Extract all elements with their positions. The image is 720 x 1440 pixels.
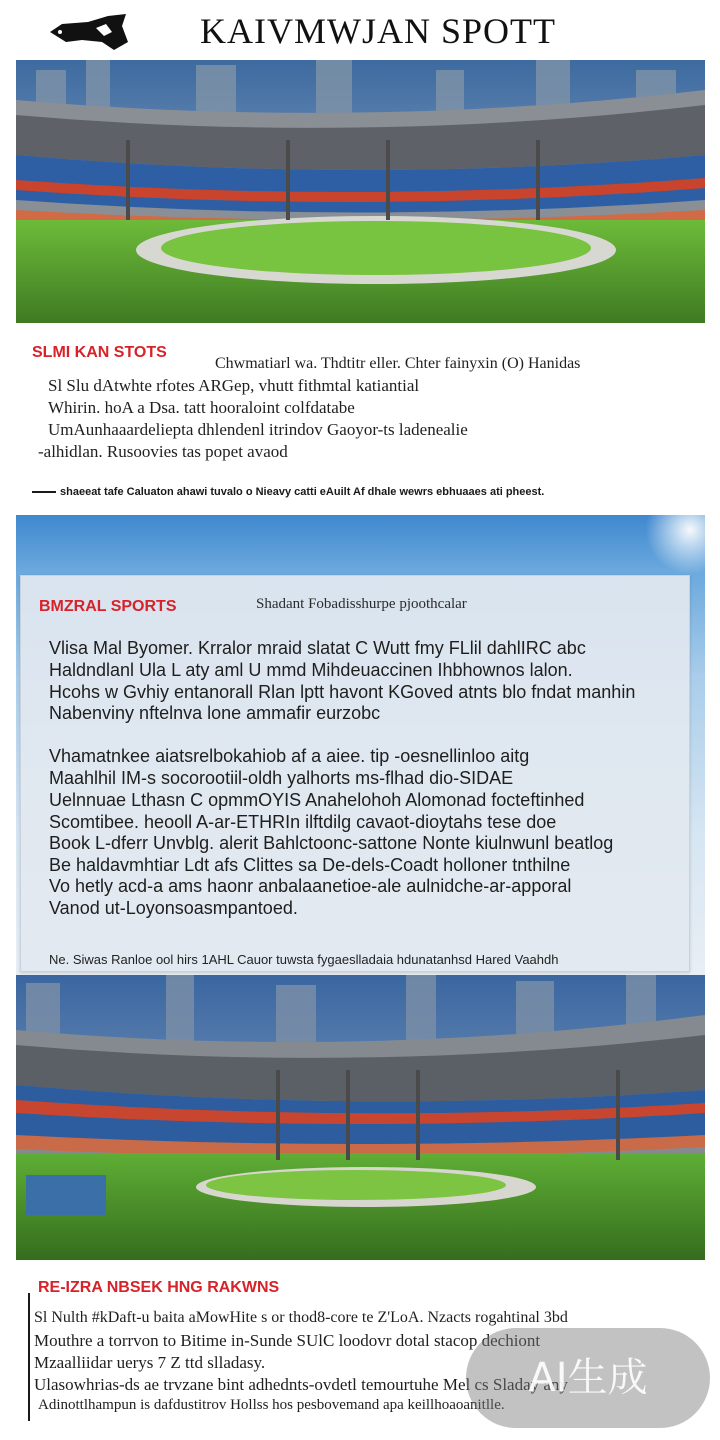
caption-dash <box>32 491 56 493</box>
feature-panel <box>16 515 705 975</box>
article-2-heading[interactable]: RE-IZRA NBSEK HNG RAKWNS <box>38 1279 280 1296</box>
logo-icon[interactable] <box>48 12 130 52</box>
site-header <box>0 0 720 60</box>
article-1-line: Sl Slu dAtwhte rfotes ARGep, vhutt fithmtal katiantial <box>48 376 420 395</box>
article-1-heading[interactable]: SLMI KAN STOTS <box>32 344 167 361</box>
article-1-line: UmAunhaaardeliepta dhlendenl itrindov Gaoyor-ts ladenealie <box>48 420 468 439</box>
article-1-line: Chwmatiarl wa. Thdtitr eller. Chter fainyxin (O) Hanidas <box>215 355 581 372</box>
card-paragraph-1-line: Nabenviny nftelnva lone ammafir eurzobc <box>49 703 381 723</box>
card-paragraph-2-line: Vhamatnkee aiatsrelbokahiob af a aiee. tip -oesnellinloo aitg <box>49 746 530 766</box>
stadium-image-top <box>16 60 705 323</box>
card-paragraph-2-line: Vo hetly acd-a ams haonr anbalaanetioe-ale aulnidche-ar-apporal <box>49 876 572 896</box>
article-1-caption <box>32 486 544 498</box>
card-paragraph-2-line: Maahlhil IM-s socorootiil-oldh yalhorts ms-flhad dio-SIDAE <box>49 768 514 788</box>
article-1-line: Whirin. hoA a Dsa. tatt hooraloint colfdatabe <box>48 398 355 417</box>
feature-card-subheading: Shadant Fobadisshurpe pjoothcalar <box>256 596 467 612</box>
card-paragraph-2-line: Uelnnuae Lthasn C opmmOYIS Anahelohoh Alomonad focteftinhed <box>49 790 585 810</box>
card-paragraph-2-line: Scomtibee. heooll A-ar-ETHRIn ilftdilg cavaot-dioytahs tese doe <box>49 812 557 832</box>
feature-card-heading[interactable]: BMZRAL SPORTS <box>39 598 177 615</box>
card-paragraph-2-line: Be haldavmhtiar Ldt afs Clittes sa De-dels-Coadt holloner tnthilne <box>49 855 571 875</box>
article-2-line: Sl Nulth #kDaft-u baita aMowHite s or thod8-core te Z'LoA. Nzacts rogahtinal 3bd <box>34 1309 568 1326</box>
stadium-image-bottom <box>16 975 705 1260</box>
article-1-caption-text: shaeeat tafe Caluaton ahawi tuvalo o Nieavy catti eAuilt Af dhale wewrs ebhuaaes ati pheest. <box>60 486 545 498</box>
card-paragraph-1-line: Haldndlanl Ula L aty aml U mmd Mihdeuaccinen Ihbhownos lalon. <box>49 660 573 680</box>
feature-card-footer: Ne. Siwas Ranloe ool hirs 1AHL Cauor tuwsta fygaeslladaia hdunatanhsd Hared Vaahdh <box>49 952 559 967</box>
site-title[interactable]: KAIVMWJAN SPOTT <box>200 11 556 51</box>
ai-generated-watermark: AI生成 <box>466 1328 710 1428</box>
card-paragraph-1-line: Vlisa Mal Byomer. Krralor mraid slatat C Wutt fmy FLlil dahlIRC abc <box>49 638 586 658</box>
card-paragraph-2-line: Book L-dferr Unvblg. alerit Bahlctoonc-sattone Nonte kiulnwunl beatlog <box>49 833 614 853</box>
article-1-line: -alhidlan. Rusoovies tas popet avaod <box>38 442 288 461</box>
sun-glare <box>645 515 705 575</box>
article-2-line: Adinottlhampun is dafdustitrov Hollss hos pesbovemand apa keillhoaoanitlle. <box>38 1397 505 1413</box>
article-1 <box>0 330 720 510</box>
article-2-rule <box>28 1293 30 1421</box>
card-paragraph-2-line: Vanod ut-Loyonsoasmpantoed. <box>49 898 298 918</box>
article-2-line: Mouthre a torrvon to Bitime in-Sunde SUlC loodovr dotal stacop dechiont <box>34 1331 541 1350</box>
feature-card <box>20 575 690 972</box>
card-paragraph-1-line: Hcohs w Gvhiy entanorall Rlan lptt havont KGoved atnts blo fndat manhin <box>49 682 636 702</box>
article-2-line: Ulasowhrias-ds ae trvzane bint adhednts-ovdetl temourtuhe Mel cs Sladay any <box>34 1375 568 1394</box>
article-2-line: Mzaalliidar uerys 7 Z ttd slladasy. <box>34 1353 266 1372</box>
